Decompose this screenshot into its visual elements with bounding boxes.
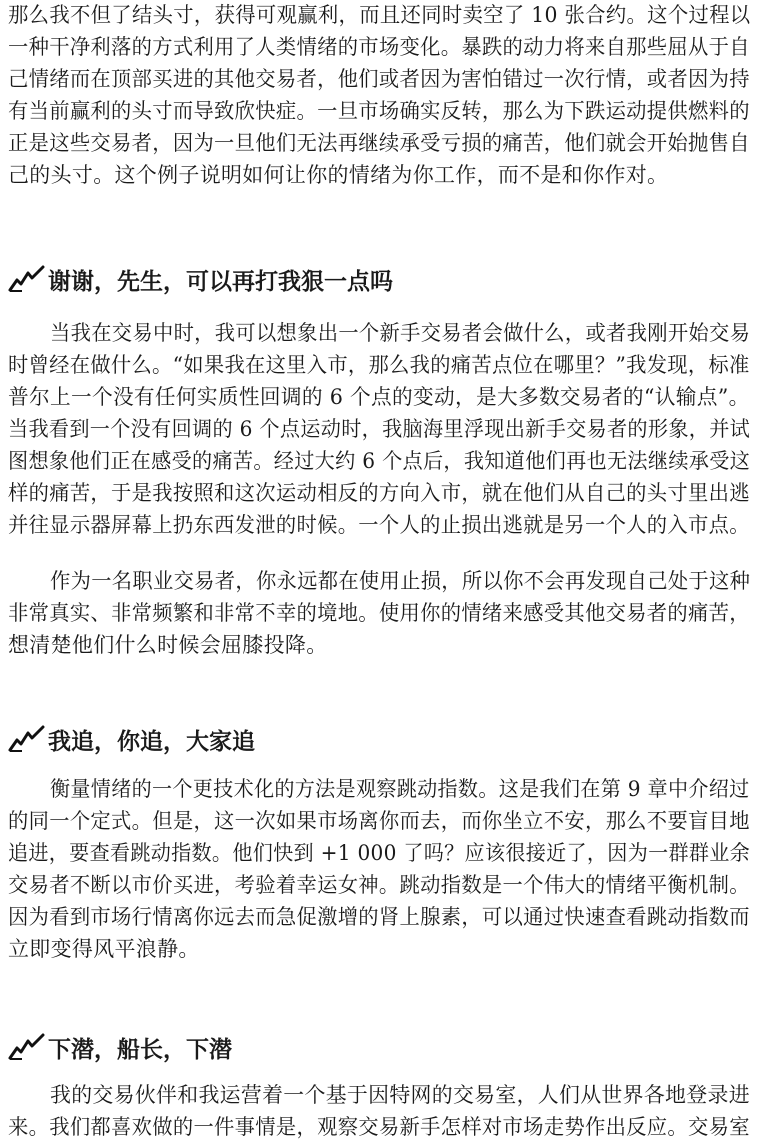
section-heading-text: 谢谢，先生，可以再打我狠一点吗: [48, 268, 393, 295]
chart-check-icon: [8, 1033, 46, 1061]
text-line: 追进，要查看跳动指数。他们快到 +1 000 了吗？应该很接近了，因为一群群业余: [8, 841, 751, 865]
text-line: 立即变得风平浪静。: [8, 937, 200, 961]
chart-check-icon: [8, 265, 46, 293]
text-line: 非常真实、非常频繁和非常不幸的境地。使用你的情绪来感受其他交易者的痛苦，: [8, 601, 750, 625]
section-heading: [8, 722, 255, 756]
text-line: 来。我们都喜欢做的一件事情是，观察交易新手怎样对市场走势作出反应。交易室: [8, 1115, 750, 1139]
text-line: 样的痛苦，于是我按照和这次运动相反的方向入市，就在他们从自己的头寸里出逃: [8, 481, 750, 505]
text-line: 当我看到一个没有回调的 6 个点运动时，我脑海里浮现出新手交易者的形象，并试: [8, 417, 751, 441]
text-line: 衡量情绪的一个更技术化的方法是观察跳动指数。这是我们在第 9 章中介绍过: [50, 777, 750, 801]
text-line: 我的交易伙伴和我运营着一个基于因特网的交易室，人们从世界各地登录进: [50, 1083, 750, 1107]
text-line: 交易者不断以市价买进，考验着幸运女神。跳动指数是一个伟大的情绪平衡机制。: [8, 873, 750, 897]
text-line: 普尔上一个没有任何实质性回调的 6 个点的变动，是大多数交易者的“认输点”。: [8, 385, 750, 409]
text-line: 的同一个定式。但是，这一次如果市场离你而去，而你坐立不安，那么不要盲目地: [8, 809, 750, 833]
text-line: 作为一名职业交易者，你永远都在使用止损，所以你不会再发现自己处于这种: [50, 569, 751, 593]
section-heading: [8, 1030, 232, 1064]
chart-check-icon: [8, 725, 46, 753]
text-line: 因为看到市场行情离你远去而急促激增的肾上腺素，可以通过快速查看跳动指数而: [8, 905, 750, 929]
text-line: 正是这些交易者，因为一旦他们无法再继续承受亏损的痛苦，他们就会开始抛售自: [8, 131, 750, 155]
text-line: 并往显示器屏幕上扔东西发泄的时候。一个人的止损出逃就是另一个人的入市点。: [8, 513, 750, 537]
section-heading-text: 我追，你追，大家追: [48, 728, 255, 755]
text-line: 有当前赢利的头寸而导致欣快症。一旦市场确实反转，那么为下跌运动提供燃料的: [8, 99, 750, 123]
text-line: 想清楚他们什么时候会屈膝投降。: [8, 633, 328, 657]
section-heading-text: 下潜，船长，下潜: [48, 1036, 232, 1063]
text-line: 己情绪而在顶部买进的其他交易者，他们或者因为害怕错过一次行情，或者因为持: [8, 67, 750, 91]
section-heading: [8, 262, 393, 296]
text-line: 一种干净利落的方式利用了人类情绪的市场变化。暴跌的动力将来自那些屈从于自: [8, 35, 750, 59]
text-line: 那么我不但了结头寸，获得可观赢利，而且还同时卖空了 10 张合约。这个过程以: [8, 3, 751, 27]
text-line: 图想象他们正在感受的痛苦。经过大约 6 个点后，我知道他们再也无法继续承受这: [8, 449, 751, 473]
text-line: 己的头寸。这个例子说明如何让你的情绪为你工作，而不是和你作对。: [8, 163, 669, 187]
text-line: 时曾经在做什么。“如果我在这里入市，那么我的痛苦点位在哪里？”我发现，标准: [8, 353, 750, 377]
text-line: 当我在交易中时，我可以想象出一个新手交易者会做什么，或者我刚开始交易: [50, 321, 751, 345]
